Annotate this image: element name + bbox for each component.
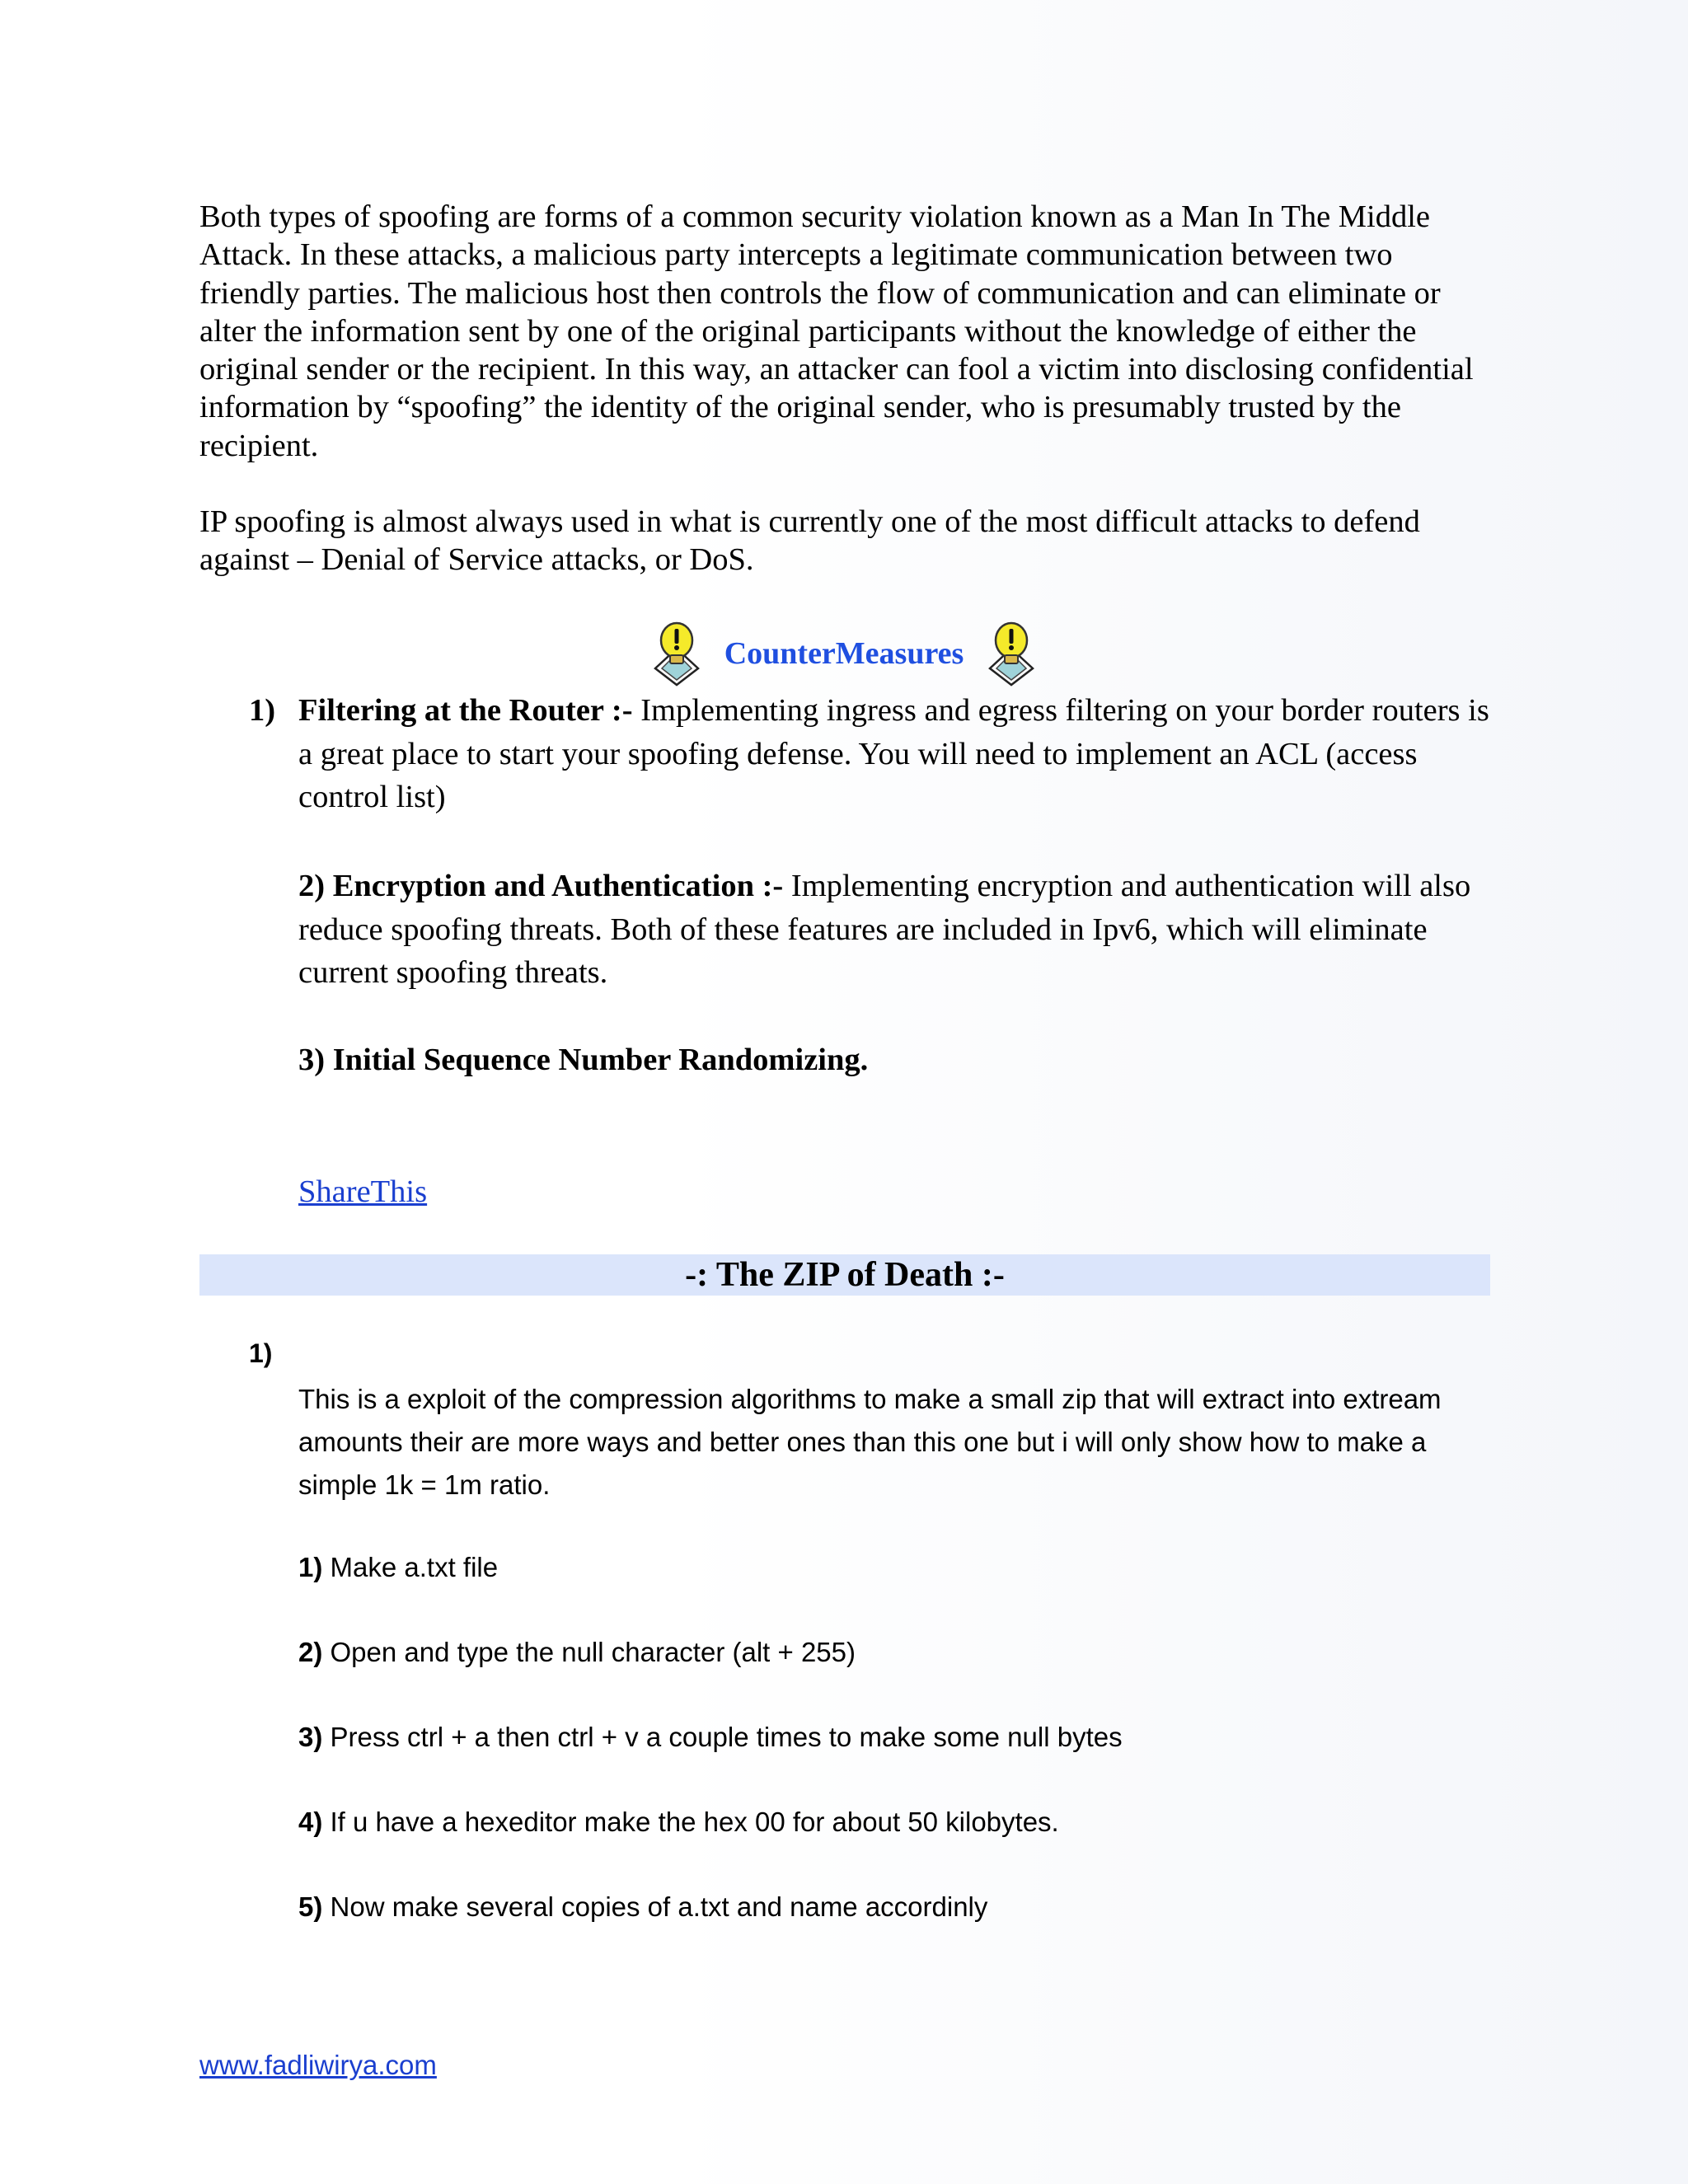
zip-step-2 [298,1636,856,1669]
lightbulb-icon [985,621,1038,687]
intro-paragraph-mitm: Both types of spoofing are forms of a common security violation known as a Man In The Middle Attack. In these attacks, a malicious party intercepts a legitimate communication between two friendly parties. The malicious host then controls the flow of communication and can eliminate or alter the information sent by one of the original participants without the knowledge of either the original sender or the recipient. In this way, an attacker can fool a victim into disclosing confidential information by “spoofing” the identity of the original sender, who is presumably trusted by the recipient. [199,199,1474,463]
step-number: 5) [298,1891,323,1922]
step-number: 1) [298,1552,323,1582]
step-text: Press ctrl + a then ctrl + v a couple times to make some null bytes [322,1722,1123,1752]
countermeasure-heading: 3) Initial Sequence Number Randomizing. [298,1043,869,1077]
footer-website-link[interactable]: www.fadliwirya.com [199,2050,437,2080]
zip-of-death-title: -: The ZIP of Death :- [685,1256,1005,1294]
zip-step-4 [298,1806,1059,1839]
countermeasure-text: Implementing encryption and authentication will also reduce spoofing threats. Both of these features are included in Ipv6, which will eliminate current spoofing threats. [298,869,1471,990]
lightbulb-icon [650,621,703,687]
intro-paragraph-dos: IP spoofing is almost always used in what is currently one of the most difficult attacks to defend against – Denial of Service attacks, or DoS. [199,504,1420,578]
step-number: 4) [298,1807,323,1837]
countermeasure-heading: 2) Encryption and Authentication :- [298,869,784,903]
countermeasure-item-isn [298,1038,1502,1082]
countermeasures-title: CounterMeasures [724,636,964,671]
countermeasure-heading: Filtering at the Router :- [298,693,633,728]
step-text: Now make several copies of a.txt and name accordinly [322,1891,988,1922]
share-this-link[interactable]: ShareThis [298,1174,428,1209]
countermeasure-number-1: 1) [249,693,276,728]
step-number: 2) [298,1637,323,1667]
zip-intro-text: This is a exploit of the compression algorithms to make a small zip that will extract into extream amounts their are more ways and better ones than this one but i will only show how to make a simple 1k = 1m ratio. [298,1384,1442,1500]
countermeasure-text: Implementing ingress and egress filtering on your border routers is a great place to start your spoofing defense. You will need to implement an ACL (access control list) [298,693,1489,814]
countermeasure-item-filtering [298,689,1502,819]
step-text: Open and type the null character (alt + 255) [322,1637,856,1667]
countermeasures-heading [0,616,1688,691]
step-text: Make a.txt file [322,1552,499,1582]
countermeasure-item-encryption [298,865,1502,995]
zip-step-1 [298,1551,498,1584]
zip-item-number: 1) [249,1338,273,1368]
zip-step-3 [298,1721,1123,1754]
step-text: If u have a hexeditor make the hex 00 for about 50 kilobytes. [322,1807,1059,1837]
zip-step-5 [298,1891,987,1924]
step-number: 3) [298,1722,323,1752]
